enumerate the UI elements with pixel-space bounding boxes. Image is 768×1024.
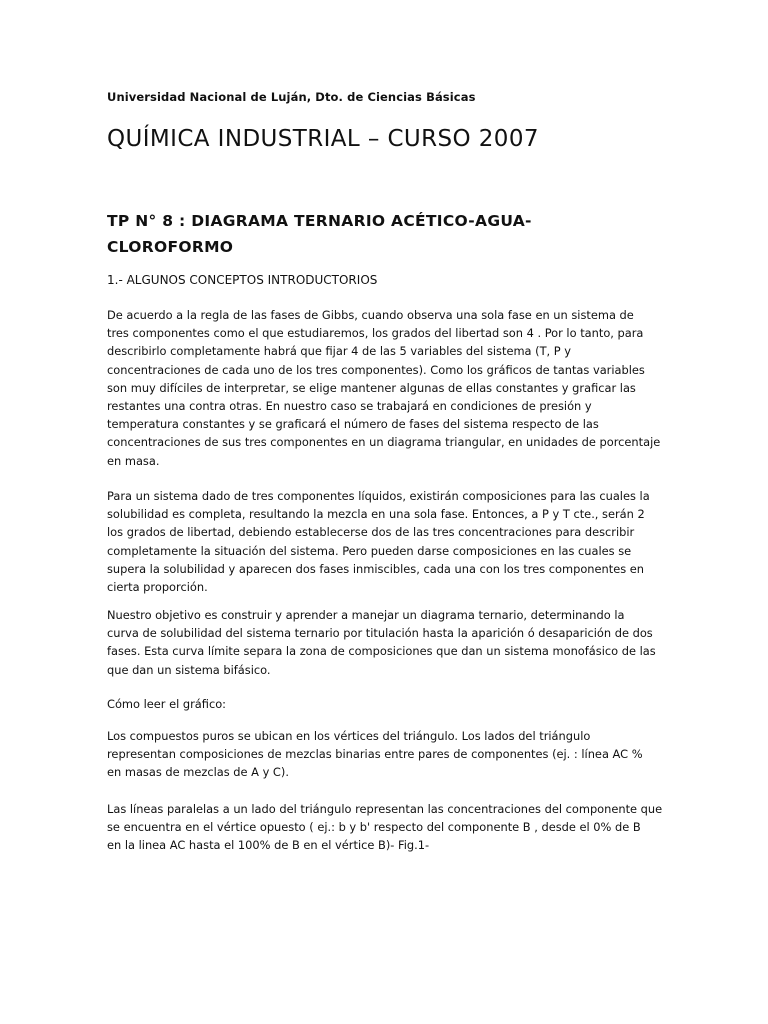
paragraph-line: Los compuestos puros se ubican en los vértices del triángulo. Los lados del triángulo	[107, 729, 591, 743]
paragraph	[107, 306, 667, 470]
paragraph-line: curva de solubilidad del sistema ternario por titulación hasta la aparición ó desaparición de dos	[107, 626, 653, 641]
paragraph	[107, 695, 667, 713]
paragraph-line: Las líneas paralelas a un lado del triángulo representan las concentraciones del componente que	[107, 802, 663, 816]
practical-title-line: CLOROFORMO	[107, 238, 234, 256]
paragraph-line: se encuentra en el vértice opuesto ( ej.: b y b' respecto del componente B , desde el 0% de B	[107, 820, 641, 835]
paragraph-line: en la linea AC hasta el 100% de B en el vértice B)- Fig.1-	[107, 838, 430, 853]
paragraph	[107, 800, 667, 855]
paragraph-line: temperatura constantes y se graficará el número de fases del sistema respecto de las	[107, 417, 599, 432]
paragraph-line: que dan un sistema bifásico.	[107, 662, 271, 677]
paragraph-line: en masa.	[107, 453, 160, 468]
paragraph-line: representan composiciones de mezclas binarias entre pares de componentes (ej. : línea AC %	[107, 747, 643, 762]
paragraph-line: Nuestro objetivo es construir y aprender a manejar un diagrama ternario, determinando la	[107, 608, 625, 622]
paragraph	[107, 487, 667, 596]
paragraph-line: tres componentes como el que estudiaremos, los grados del libertad son 4 . Por lo tanto, para	[107, 326, 644, 341]
paragraph-line: completamente la situación del sistema. Pero pueden darse composiciones en las cuales se	[107, 543, 632, 558]
paragraph-line: los grados de libertad, debiendo establecerse dos de las tres concentraciones para describir	[107, 525, 635, 540]
paragraph	[107, 727, 667, 782]
university-header: Universidad Nacional de Luján, Dto. de Ciencias Básicas	[107, 90, 476, 104]
paragraph	[107, 606, 667, 679]
paragraph-line: Cómo leer el gráfico:	[107, 697, 227, 711]
paragraph-line: concentraciones de sus tres componentes en un diagrama triangular, en unidades de porcentaje	[107, 435, 661, 450]
paragraph-line: cierta proporción.	[107, 580, 208, 595]
paragraph-line: concentraciones de cada uno de los tres componentes). Como los gráficos de tantas variables	[107, 362, 645, 377]
paragraph-line: Para un sistema dado de tres componentes líquidos, existirán composiciones para las cuales la	[107, 489, 650, 503]
section-heading: 1.- ALGUNOS CONCEPTOS INTRODUCTORIOS	[107, 273, 378, 287]
paragraph-line: fases. Esta curva límite separa la zona de composiciones que dan un sistema monofásico de las	[107, 644, 656, 659]
practical-title	[107, 208, 607, 260]
paragraph-line: solubilidad es completa, resultando la mezcla en una sola fase. Entonces, a P y T cte., serán 2	[107, 507, 645, 522]
paragraph-line: en masas de mezclas de A y C).	[107, 765, 289, 780]
paragraph-line: supera la solubilidad y aparecen dos fases inmiscibles, cada una con los tres componentes en	[107, 561, 645, 576]
practical-title-line: TP N° 8 : DIAGRAMA TERNARIO ACÉTICO-AGUA-	[107, 212, 532, 230]
paragraph-line: De acuerdo a la regla de las fases de Gibbs, cuando observa una sola fase en un sistema de	[107, 308, 634, 322]
paragraph-line: describirlo completamente habrá que fijar 4 de las 5 variables del sistema (T, P y	[107, 344, 572, 359]
paragraph-line: son muy difíciles de interpretar, se elige mantener algunas de ellas constantes y graficar las	[107, 380, 636, 395]
course-title: QUÍMICA INDUSTRIAL – CURSO 2007	[107, 126, 539, 152]
paragraph-line: restantes una contra otras. En nuestro caso se trabajará en condiciones de presión y	[107, 399, 592, 414]
